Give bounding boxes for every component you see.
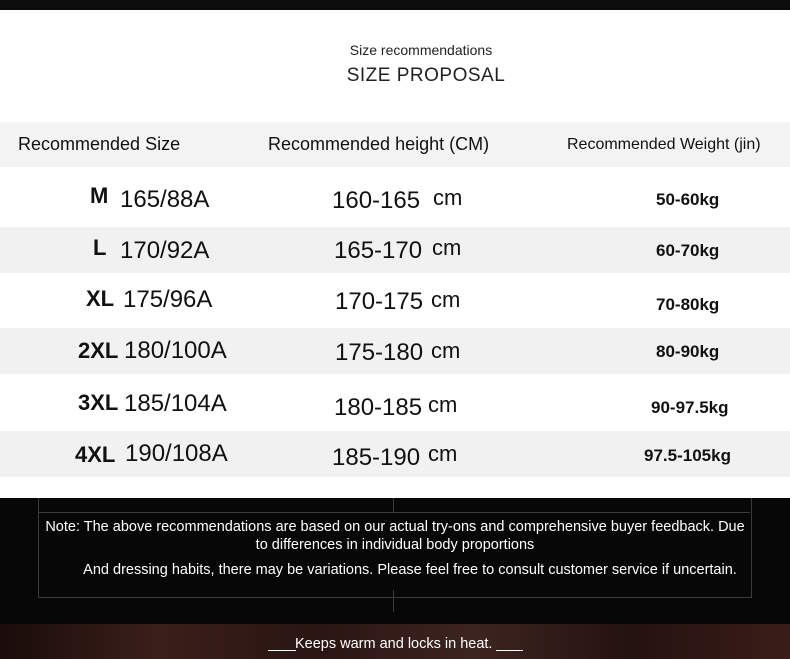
table-header [0, 122, 790, 167]
size-code: M [90, 183, 109, 208]
note-text: Note: The above recommendations are based on our actual try-ons and comprehensive buyer feedback. Due to differences in individual body proportions [45, 519, 745, 553]
table-row [0, 277, 790, 323]
size-value: 170/92A [120, 237, 210, 264]
size-value: 180/100A [124, 337, 227, 364]
size-value: 190/108A [125, 440, 228, 467]
note-panel [0, 498, 790, 624]
note-text-continued: And dressing habits, there may be variations. Please feel free to consult customer service if uncertain. [83, 562, 737, 578]
height-value: 185-190 [332, 444, 421, 471]
height-value: 170-175 [335, 288, 424, 315]
table-row [0, 380, 790, 426]
page-title: SIZE PROPOSAL [346, 65, 506, 86]
height-unit: cm [432, 235, 462, 260]
frame-divider [393, 590, 394, 612]
footer-underline-right [496, 650, 523, 651]
column-header-size: Recommended Size [18, 134, 181, 154]
height-value: 165-170 [334, 237, 423, 264]
height-value: 180-185 [334, 394, 423, 421]
frame-divider [38, 512, 750, 513]
size-code: 3XL [78, 390, 119, 415]
footer-tagline: Keeps warm and locks in heat. [295, 636, 493, 652]
height-unit: cm [433, 185, 463, 210]
table-row [0, 328, 790, 374]
table-row [0, 176, 790, 222]
size-value: 165/88A [120, 186, 210, 213]
weight-value: 80-90kg [656, 342, 720, 361]
column-header-weight: Recommended Weight (jin) [567, 136, 761, 153]
size-value: 175/96A [123, 286, 213, 313]
footer-underline-left [268, 650, 296, 651]
height-value: 160-165 [332, 187, 421, 214]
weight-value: 60-70kg [656, 241, 720, 260]
weight-value: 97.5-105kg [644, 446, 731, 465]
footer-banner [0, 624, 790, 659]
size-code: XL [86, 286, 115, 311]
size-value: 185/104A [124, 390, 227, 417]
height-unit: cm [431, 338, 461, 363]
height-unit: cm [431, 287, 461, 312]
table-row [0, 227, 790, 273]
frame-divider [393, 498, 394, 512]
weight-value: 50-60kg [656, 190, 720, 209]
weight-value: 70-80kg [656, 295, 720, 314]
page-subtitle: Size recommendations [349, 42, 493, 58]
top-bar [0, 0, 790, 10]
column-header-height: Recommended height (CM) [268, 134, 490, 154]
height-value: 175-180 [335, 339, 424, 366]
size-code: L [93, 235, 107, 260]
size-code: 4XL [75, 442, 116, 467]
weight-value: 90-97.5kg [651, 398, 729, 417]
height-unit: cm [428, 441, 458, 466]
table-row [0, 431, 790, 477]
size-code: 2XL [78, 338, 119, 363]
height-unit: cm [428, 392, 458, 417]
